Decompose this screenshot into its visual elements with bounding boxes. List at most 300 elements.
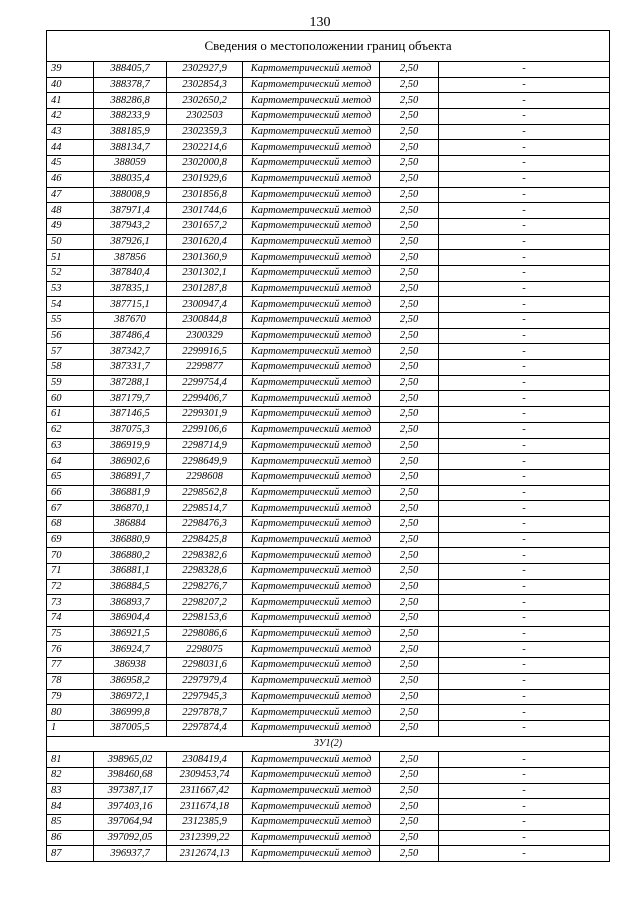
cell-point-number: 83 xyxy=(47,783,94,799)
cell-x-coordinate: 388008,9 xyxy=(94,187,167,203)
cell-method: Картометрический метод xyxy=(243,93,380,109)
cell-x-coordinate: 386881,1 xyxy=(94,564,167,580)
cell-y-coordinate: 2299106,6 xyxy=(167,422,243,438)
cell-y-coordinate: 2309453,74 xyxy=(167,767,243,783)
cell-description: - xyxy=(439,344,610,360)
table-row xyxy=(47,469,610,485)
cell-x-coordinate: 397092,05 xyxy=(94,830,167,846)
cell-y-coordinate: 2301620,4 xyxy=(167,234,243,250)
cell-point-number: 41 xyxy=(47,93,94,109)
cell-accuracy: 2,50 xyxy=(380,77,439,93)
cell-method: Картометрический метод xyxy=(243,815,380,831)
cell-x-coordinate: 386999,8 xyxy=(94,705,167,721)
cell-method: Картометрический метод xyxy=(243,297,380,313)
cell-x-coordinate: 387179,7 xyxy=(94,391,167,407)
cell-method: Картометрический метод xyxy=(243,830,380,846)
cell-point-number: 44 xyxy=(47,140,94,156)
cell-description: - xyxy=(439,705,610,721)
cell-description: - xyxy=(439,77,610,93)
cell-x-coordinate: 386919,9 xyxy=(94,438,167,454)
table-row xyxy=(47,422,610,438)
table-row xyxy=(47,344,610,360)
cell-accuracy: 2,50 xyxy=(380,720,439,736)
cell-x-coordinate: 397403,16 xyxy=(94,799,167,815)
cell-accuracy: 2,50 xyxy=(380,626,439,642)
cell-point-number: 42 xyxy=(47,109,94,125)
cell-accuracy: 2,50 xyxy=(380,250,439,266)
cell-y-coordinate: 2302650,2 xyxy=(167,93,243,109)
table-row xyxy=(47,767,610,783)
cell-method: Картометрический метод xyxy=(243,658,380,674)
cell-accuracy: 2,50 xyxy=(380,516,439,532)
cell-description: - xyxy=(439,469,610,485)
cell-point-number: 60 xyxy=(47,391,94,407)
cell-description: - xyxy=(439,250,610,266)
cell-point-number: 51 xyxy=(47,250,94,266)
cell-description: - xyxy=(439,485,610,501)
table-row xyxy=(47,626,610,642)
cell-point-number: 40 xyxy=(47,77,94,93)
table-row xyxy=(47,218,610,234)
cell-y-coordinate: 2300844,8 xyxy=(167,313,243,329)
cell-accuracy: 2,50 xyxy=(380,360,439,376)
cell-x-coordinate: 386958,2 xyxy=(94,673,167,689)
cell-point-number: 63 xyxy=(47,438,94,454)
cell-accuracy: 2,50 xyxy=(380,171,439,187)
cell-accuracy: 2,50 xyxy=(380,438,439,454)
cell-y-coordinate: 2302927,9 xyxy=(167,62,243,78)
cell-method: Картометрический метод xyxy=(243,328,380,344)
table-row xyxy=(47,720,610,736)
cell-y-coordinate: 2298153,6 xyxy=(167,611,243,627)
page-number: 130 xyxy=(309,15,331,30)
cell-x-coordinate: 387971,4 xyxy=(94,203,167,219)
cell-x-coordinate: 386880,9 xyxy=(94,532,167,548)
cell-description: - xyxy=(439,187,610,203)
cell-description: - xyxy=(439,454,610,470)
cell-point-number: 71 xyxy=(47,564,94,580)
cell-point-number: 39 xyxy=(47,62,94,78)
cell-accuracy: 2,50 xyxy=(380,375,439,391)
table-row xyxy=(47,454,610,470)
cell-method: Картометрический метод xyxy=(243,752,380,768)
cell-accuracy: 2,50 xyxy=(380,391,439,407)
table-row xyxy=(47,705,610,721)
table-title: Сведения о местоположении границ объекта xyxy=(47,31,610,62)
cell-point-number: 62 xyxy=(47,422,94,438)
table-row xyxy=(47,313,610,329)
cell-point-number: 73 xyxy=(47,595,94,611)
cell-accuracy: 2,50 xyxy=(380,579,439,595)
cell-method: Картометрический метод xyxy=(243,140,380,156)
table-title-row xyxy=(47,31,610,62)
cell-description: - xyxy=(439,642,610,658)
cell-y-coordinate: 2299406,7 xyxy=(167,391,243,407)
table-row xyxy=(47,658,610,674)
cell-accuracy: 2,50 xyxy=(380,767,439,783)
cell-y-coordinate: 2298207,2 xyxy=(167,595,243,611)
cell-accuracy: 2,50 xyxy=(380,501,439,517)
cell-description: - xyxy=(439,124,610,140)
cell-accuracy: 2,50 xyxy=(380,846,439,862)
cell-method: Картометрический метод xyxy=(243,783,380,799)
cell-point-number: 48 xyxy=(47,203,94,219)
cell-accuracy: 2,50 xyxy=(380,281,439,297)
cell-description: - xyxy=(439,595,610,611)
cell-method: Картометрический метод xyxy=(243,689,380,705)
cell-y-coordinate: 2312674,13 xyxy=(167,846,243,862)
cell-method: Картометрический метод xyxy=(243,62,380,78)
cell-x-coordinate: 386921,5 xyxy=(94,626,167,642)
cell-method: Картометрический метод xyxy=(243,767,380,783)
cell-x-coordinate: 386902,6 xyxy=(94,454,167,470)
table-row xyxy=(47,109,610,125)
cell-y-coordinate: 2301856,8 xyxy=(167,187,243,203)
cell-x-coordinate: 388233,9 xyxy=(94,109,167,125)
cell-y-coordinate: 2298649,9 xyxy=(167,454,243,470)
cell-accuracy: 2,50 xyxy=(380,407,439,423)
cell-x-coordinate: 386938 xyxy=(94,658,167,674)
cell-description: - xyxy=(439,218,610,234)
cell-description: - xyxy=(439,799,610,815)
section-label: ЗУ1(2) xyxy=(47,736,610,752)
cell-method: Картометрический метод xyxy=(243,642,380,658)
cell-description: - xyxy=(439,532,610,548)
cell-accuracy: 2,50 xyxy=(380,595,439,611)
cell-y-coordinate: 2298382,6 xyxy=(167,548,243,564)
cell-accuracy: 2,50 xyxy=(380,705,439,721)
table-row xyxy=(47,391,610,407)
cell-accuracy: 2,50 xyxy=(380,265,439,281)
cell-y-coordinate: 2311667,42 xyxy=(167,783,243,799)
table-row xyxy=(47,407,610,423)
cell-accuracy: 2,50 xyxy=(380,344,439,360)
cell-x-coordinate: 387840,4 xyxy=(94,265,167,281)
cell-y-coordinate: 2302214,6 xyxy=(167,140,243,156)
cell-description: - xyxy=(439,234,610,250)
cell-y-coordinate: 2298328,6 xyxy=(167,564,243,580)
cell-x-coordinate: 397387,17 xyxy=(94,783,167,799)
cell-description: - xyxy=(439,720,610,736)
cell-method: Картометрический метод xyxy=(243,218,380,234)
cell-method: Картометрический метод xyxy=(243,77,380,93)
cell-y-coordinate: 2298514,7 xyxy=(167,501,243,517)
cell-method: Картометрический метод xyxy=(243,156,380,172)
table-row xyxy=(47,234,610,250)
cell-method: Картометрический метод xyxy=(243,799,380,815)
cell-x-coordinate: 386870,1 xyxy=(94,501,167,517)
cell-accuracy: 2,50 xyxy=(380,109,439,125)
cell-x-coordinate: 388035,4 xyxy=(94,171,167,187)
table-row xyxy=(47,203,610,219)
table-row xyxy=(47,281,610,297)
cell-point-number: 85 xyxy=(47,815,94,831)
cell-y-coordinate: 2298608 xyxy=(167,469,243,485)
cell-y-coordinate: 2302503 xyxy=(167,109,243,125)
cell-accuracy: 2,50 xyxy=(380,62,439,78)
cell-description: - xyxy=(439,516,610,532)
cell-point-number: 43 xyxy=(47,124,94,140)
table-row xyxy=(47,485,610,501)
table-row xyxy=(47,93,610,109)
table-row xyxy=(47,250,610,266)
cell-point-number: 69 xyxy=(47,532,94,548)
cell-point-number: 47 xyxy=(47,187,94,203)
cell-method: Картометрический метод xyxy=(243,281,380,297)
cell-point-number: 86 xyxy=(47,830,94,846)
cell-point-number: 66 xyxy=(47,485,94,501)
cell-accuracy: 2,50 xyxy=(380,485,439,501)
cell-description: - xyxy=(439,265,610,281)
cell-description: - xyxy=(439,375,610,391)
cell-method: Картометрический метод xyxy=(243,313,380,329)
cell-point-number: 78 xyxy=(47,673,94,689)
cell-accuracy: 2,50 xyxy=(380,140,439,156)
cell-method: Картометрический метод xyxy=(243,846,380,862)
cell-point-number: 52 xyxy=(47,265,94,281)
table-row xyxy=(47,752,610,768)
cell-method: Картометрический метод xyxy=(243,720,380,736)
cell-x-coordinate: 388059 xyxy=(94,156,167,172)
cell-y-coordinate: 2297874,4 xyxy=(167,720,243,736)
cell-point-number: 1 xyxy=(47,720,94,736)
cell-x-coordinate: 387856 xyxy=(94,250,167,266)
cell-method: Картометрический метод xyxy=(243,124,380,140)
cell-accuracy: 2,50 xyxy=(380,752,439,768)
cell-x-coordinate: 386884,5 xyxy=(94,579,167,595)
cell-point-number: 81 xyxy=(47,752,94,768)
cell-y-coordinate: 2297979,4 xyxy=(167,673,243,689)
cell-x-coordinate: 387342,7 xyxy=(94,344,167,360)
cell-accuracy: 2,50 xyxy=(380,234,439,250)
cell-description: - xyxy=(439,422,610,438)
cell-x-coordinate: 386893,7 xyxy=(94,595,167,611)
table-row xyxy=(47,124,610,140)
cell-y-coordinate: 2301657,2 xyxy=(167,218,243,234)
cell-x-coordinate: 396937,7 xyxy=(94,846,167,862)
cell-x-coordinate: 387926,1 xyxy=(94,234,167,250)
cell-x-coordinate: 386891,7 xyxy=(94,469,167,485)
cell-description: - xyxy=(439,171,610,187)
cell-x-coordinate: 386881,9 xyxy=(94,485,167,501)
cell-x-coordinate: 387331,7 xyxy=(94,360,167,376)
cell-method: Картометрический метод xyxy=(243,673,380,689)
table-row xyxy=(47,689,610,705)
cell-x-coordinate: 386924,7 xyxy=(94,642,167,658)
cell-method: Картометрический метод xyxy=(243,344,380,360)
cell-point-number: 59 xyxy=(47,375,94,391)
cell-y-coordinate: 2312399,22 xyxy=(167,830,243,846)
cell-point-number: 80 xyxy=(47,705,94,721)
cell-point-number: 64 xyxy=(47,454,94,470)
cell-method: Картометрический метод xyxy=(243,422,380,438)
cell-y-coordinate: 2300329 xyxy=(167,328,243,344)
table-row xyxy=(47,375,610,391)
cell-point-number: 45 xyxy=(47,156,94,172)
cell-y-coordinate: 2301744,6 xyxy=(167,203,243,219)
cell-x-coordinate: 387715,1 xyxy=(94,297,167,313)
cell-accuracy: 2,50 xyxy=(380,93,439,109)
cell-description: - xyxy=(439,689,610,705)
cell-accuracy: 2,50 xyxy=(380,799,439,815)
cell-description: - xyxy=(439,673,610,689)
cell-point-number: 79 xyxy=(47,689,94,705)
table-row xyxy=(47,799,610,815)
cell-y-coordinate: 2297945,3 xyxy=(167,689,243,705)
cell-method: Картометрический метод xyxy=(243,564,380,580)
table-row xyxy=(47,815,610,831)
cell-point-number: 49 xyxy=(47,218,94,234)
cell-x-coordinate: 386972,1 xyxy=(94,689,167,705)
cell-method: Картометрический метод xyxy=(243,265,380,281)
cell-accuracy: 2,50 xyxy=(380,297,439,313)
table-row xyxy=(47,360,610,376)
cell-point-number: 87 xyxy=(47,846,94,862)
cell-point-number: 75 xyxy=(47,626,94,642)
cell-point-number: 84 xyxy=(47,799,94,815)
cell-x-coordinate: 386880,2 xyxy=(94,548,167,564)
cell-accuracy: 2,50 xyxy=(380,422,439,438)
cell-method: Картометрический метод xyxy=(243,360,380,376)
table-row xyxy=(47,516,610,532)
cell-accuracy: 2,50 xyxy=(380,548,439,564)
cell-y-coordinate: 2300947,4 xyxy=(167,297,243,313)
cell-method: Картометрический метод xyxy=(243,234,380,250)
cell-y-coordinate: 2298425,8 xyxy=(167,532,243,548)
cell-method: Картометрический метод xyxy=(243,516,380,532)
table-row xyxy=(47,187,610,203)
cell-point-number: 58 xyxy=(47,360,94,376)
cell-x-coordinate: 398965,02 xyxy=(94,752,167,768)
cell-y-coordinate: 2311674,18 xyxy=(167,799,243,815)
cell-method: Картометрический метод xyxy=(243,203,380,219)
cell-description: - xyxy=(439,579,610,595)
cell-x-coordinate: 388405,7 xyxy=(94,62,167,78)
cell-method: Картометрический метод xyxy=(243,626,380,642)
cell-point-number: 74 xyxy=(47,611,94,627)
table-row xyxy=(47,595,610,611)
cell-method: Картометрический метод xyxy=(243,548,380,564)
cell-point-number: 72 xyxy=(47,579,94,595)
cell-y-coordinate: 2299877 xyxy=(167,360,243,376)
cell-method: Картометрический метод xyxy=(243,250,380,266)
cell-point-number: 46 xyxy=(47,171,94,187)
cell-point-number: 65 xyxy=(47,469,94,485)
cell-description: - xyxy=(439,328,610,344)
cell-point-number: 61 xyxy=(47,407,94,423)
cell-y-coordinate: 2308419,4 xyxy=(167,752,243,768)
table-row xyxy=(47,532,610,548)
cell-accuracy: 2,50 xyxy=(380,830,439,846)
cell-description: - xyxy=(439,501,610,517)
cell-method: Картометрический метод xyxy=(243,532,380,548)
table-row xyxy=(47,642,610,658)
cell-description: - xyxy=(439,156,610,172)
table-row xyxy=(47,846,610,862)
cell-accuracy: 2,50 xyxy=(380,658,439,674)
cell-x-coordinate: 387005,5 xyxy=(94,720,167,736)
cell-accuracy: 2,50 xyxy=(380,815,439,831)
cell-point-number: 76 xyxy=(47,642,94,658)
cell-y-coordinate: 2301929,6 xyxy=(167,171,243,187)
cell-x-coordinate: 387943,2 xyxy=(94,218,167,234)
cell-accuracy: 2,50 xyxy=(380,532,439,548)
cell-method: Картометрический метод xyxy=(243,454,380,470)
cell-description: - xyxy=(439,391,610,407)
cell-description: - xyxy=(439,611,610,627)
cell-accuracy: 2,50 xyxy=(380,124,439,140)
table-row xyxy=(47,171,610,187)
cell-point-number: 70 xyxy=(47,548,94,564)
cell-accuracy: 2,50 xyxy=(380,187,439,203)
cell-x-coordinate: 387146,5 xyxy=(94,407,167,423)
cell-accuracy: 2,50 xyxy=(380,611,439,627)
cell-method: Картометрический метод xyxy=(243,595,380,611)
cell-description: - xyxy=(439,564,610,580)
cell-description: - xyxy=(439,281,610,297)
cell-x-coordinate: 388378,7 xyxy=(94,77,167,93)
cell-method: Картометрический метод xyxy=(243,391,380,407)
cell-accuracy: 2,50 xyxy=(380,156,439,172)
cell-description: - xyxy=(439,658,610,674)
cell-x-coordinate: 397064,94 xyxy=(94,815,167,831)
cell-x-coordinate: 386904,4 xyxy=(94,611,167,627)
cell-x-coordinate: 387486,4 xyxy=(94,328,167,344)
table-row xyxy=(47,297,610,313)
cell-x-coordinate: 388185,9 xyxy=(94,124,167,140)
cell-y-coordinate: 2301302,1 xyxy=(167,265,243,281)
cell-point-number: 57 xyxy=(47,344,94,360)
cell-y-coordinate: 2298031,6 xyxy=(167,658,243,674)
cell-accuracy: 2,50 xyxy=(380,454,439,470)
cell-y-coordinate: 2302854,3 xyxy=(167,77,243,93)
cell-y-coordinate: 2301287,8 xyxy=(167,281,243,297)
cell-method: Картометрический метод xyxy=(243,579,380,595)
cell-y-coordinate: 2299754,4 xyxy=(167,375,243,391)
cell-x-coordinate: 387835,1 xyxy=(94,281,167,297)
table-row xyxy=(47,548,610,564)
cell-y-coordinate: 2302000,8 xyxy=(167,156,243,172)
cell-description: - xyxy=(439,140,610,156)
table-row xyxy=(47,830,610,846)
table-row xyxy=(47,140,610,156)
cell-point-number: 77 xyxy=(47,658,94,674)
cell-description: - xyxy=(439,548,610,564)
cell-accuracy: 2,50 xyxy=(380,218,439,234)
cell-method: Картометрический метод xyxy=(243,407,380,423)
cell-method: Картометрический метод xyxy=(243,485,380,501)
cell-description: - xyxy=(439,783,610,799)
cell-description: - xyxy=(439,767,610,783)
cell-y-coordinate: 2298086,6 xyxy=(167,626,243,642)
cell-x-coordinate: 388286,8 xyxy=(94,93,167,109)
cell-description: - xyxy=(439,62,610,78)
cell-description: - xyxy=(439,846,610,862)
cell-point-number: 82 xyxy=(47,767,94,783)
cell-method: Картометрический метод xyxy=(243,611,380,627)
cell-accuracy: 2,50 xyxy=(380,203,439,219)
cell-y-coordinate: 2298276,7 xyxy=(167,579,243,595)
table-row xyxy=(47,438,610,454)
cell-point-number: 67 xyxy=(47,501,94,517)
table-row xyxy=(47,265,610,281)
cell-method: Картометрический метод xyxy=(243,501,380,517)
cell-y-coordinate: 2302359,3 xyxy=(167,124,243,140)
cell-y-coordinate: 2299916,5 xyxy=(167,344,243,360)
cell-description: - xyxy=(439,313,610,329)
table-row xyxy=(47,611,610,627)
cell-method: Картометрический метод xyxy=(243,171,380,187)
